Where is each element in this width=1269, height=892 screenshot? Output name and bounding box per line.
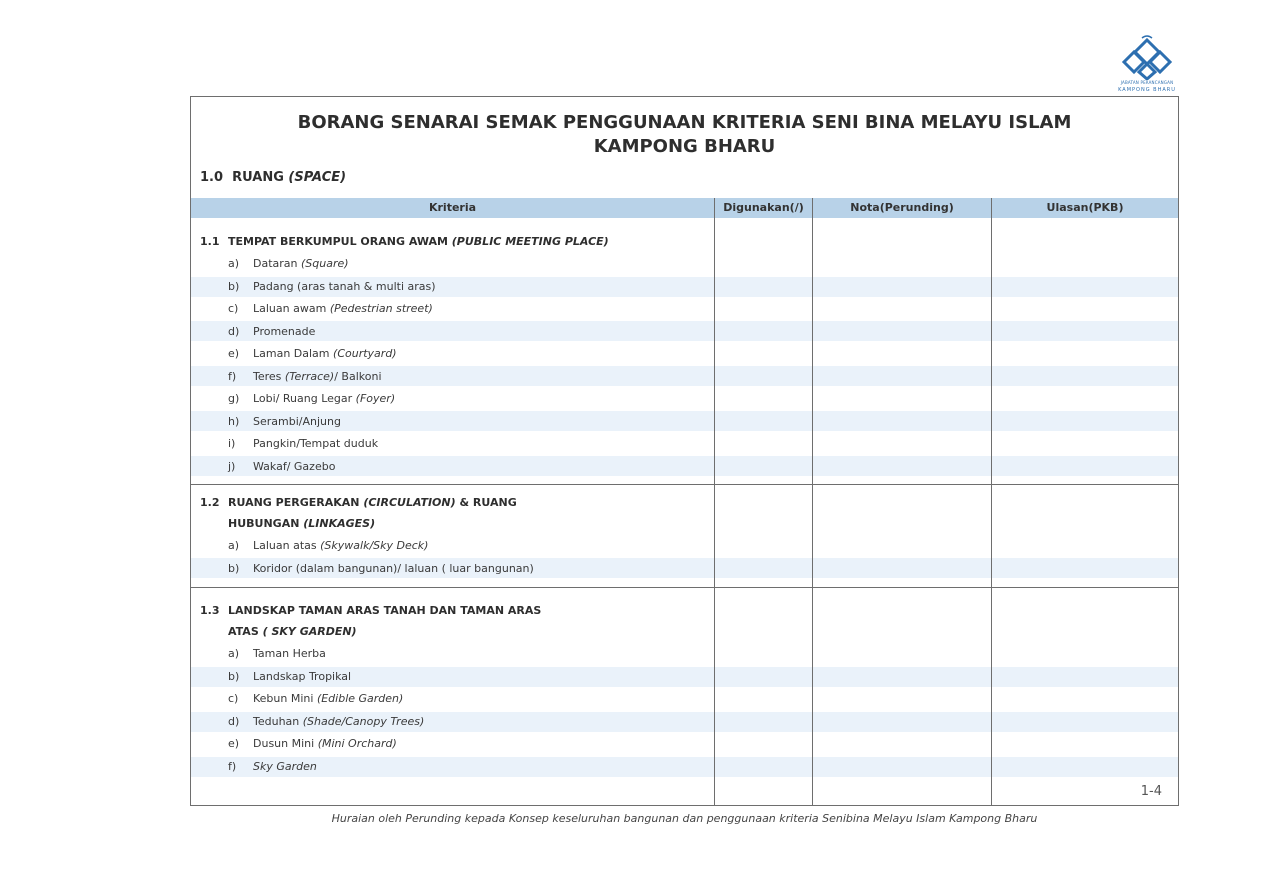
column-divider xyxy=(812,198,813,806)
item-label: Koridor (dalam bangunan)/ laluan ( luar bangunan) xyxy=(253,562,534,575)
item-label: Serambi/Anjung xyxy=(253,415,341,428)
group-title-line2: ATAS xyxy=(228,625,259,638)
item-label: Dataran xyxy=(253,257,298,270)
group-title-en: (CIRCULATION) xyxy=(363,496,456,509)
item-letter: a) xyxy=(228,539,240,552)
group-divider xyxy=(191,587,1178,588)
group-title: RUANG PERGERAKAN xyxy=(228,496,360,509)
form-title-line1: BORANG SENARAI SEMAK PENGGUNAAN KRITERIA SENI BINA MELAYU ISLAM xyxy=(297,112,1072,133)
section-number: 1.0 xyxy=(200,170,224,185)
item-label-en: (Foyer) xyxy=(355,392,396,405)
item-letter: b) xyxy=(228,670,240,683)
item-label-en: (Courtyard) xyxy=(333,347,397,360)
form-title xyxy=(191,111,1178,159)
group-number: 1.1 xyxy=(200,235,220,248)
item-label: Promenade xyxy=(253,325,316,338)
group-number: 1.3 xyxy=(200,604,220,617)
row-band xyxy=(191,456,1178,476)
group-title-suffix: & RUANG xyxy=(459,496,517,509)
logo-caption-agency: JABATAN PERANCANGAN xyxy=(1120,80,1174,85)
column-header-notes: Nota(Perunding) xyxy=(850,201,954,214)
item-label: Landskap Tropikal xyxy=(253,670,352,683)
item-label: Dusun Mini xyxy=(253,737,315,750)
item-letter: g) xyxy=(228,392,240,405)
section-name: RUANG xyxy=(232,170,284,185)
section-heading xyxy=(200,170,346,185)
column-divider xyxy=(714,198,715,806)
page-number: 1-4 xyxy=(1140,784,1162,799)
item-label: Padang (aras tanah & multi aras) xyxy=(253,280,436,293)
item-letter: f) xyxy=(228,760,237,773)
item-letter: j) xyxy=(228,460,236,473)
column-header-review: Ulasan(PKB) xyxy=(1046,201,1124,214)
logo-emblem-icon xyxy=(1112,34,1182,80)
item-letter: f) xyxy=(228,370,237,383)
item-letter: e) xyxy=(228,347,240,360)
form-title-line2: KAMPONG BHARU xyxy=(593,136,776,157)
item-letter: e) xyxy=(228,737,240,750)
item-label: Laluan awam xyxy=(253,302,327,315)
item-label: Teres xyxy=(253,370,282,383)
item-label-en: (Shade/Canopy Trees) xyxy=(302,715,425,728)
table-header xyxy=(191,198,1178,218)
item-label-en: (Mini Orchard) xyxy=(317,737,397,750)
item-label: Laluan atas xyxy=(253,539,317,552)
column-divider xyxy=(991,198,992,806)
item-label: Taman Herba xyxy=(253,647,326,660)
kampong-bharu-logo xyxy=(1112,34,1182,96)
item-label-en: (Pedestrian street) xyxy=(329,302,433,315)
checklist-form xyxy=(190,96,1179,806)
group-title-en: (PUBLIC MEETING PLACE) xyxy=(451,235,609,248)
footer-note: Huraian oleh Perunding kepada Konsep keseluruhan bangunan dan penggunaan kriteria Senibina Melayu Islam Kampong Bharu xyxy=(331,812,1038,825)
item-label-en: Sky Garden xyxy=(253,760,317,773)
logo-caption-place: KAMPONG BHARU xyxy=(1118,87,1176,93)
item-letter: b) xyxy=(228,280,240,293)
item-letter: i) xyxy=(228,437,236,450)
column-header-used: Digunakan(/) xyxy=(723,201,804,214)
item-label: Teduhan xyxy=(253,715,300,728)
item-label-en: (Terrace) xyxy=(284,370,335,383)
group-title: LANDSKAP TAMAN ARAS TANAH DAN TAMAN ARAS xyxy=(228,604,542,617)
row-band xyxy=(191,757,1178,777)
item-letter: a) xyxy=(228,647,240,660)
section-name-en: (SPACE) xyxy=(288,170,347,185)
item-label-en: (Edible Garden) xyxy=(316,692,404,705)
item-letter: d) xyxy=(228,715,240,728)
item-letter: a) xyxy=(228,257,240,270)
item-letter: h) xyxy=(228,415,240,428)
row-band xyxy=(191,321,1178,341)
item-label: Wakaf/ Gazebo xyxy=(253,460,336,473)
group-divider xyxy=(191,484,1178,485)
item-letter: c) xyxy=(228,302,239,315)
group-number: 1.2 xyxy=(200,496,220,509)
item-label-en: (Square) xyxy=(301,257,349,270)
group-title-line2-en: (LINKAGES) xyxy=(303,517,376,530)
item-label: Laman Dalam xyxy=(253,347,330,360)
column-header-criteria: Kriteria xyxy=(428,201,477,214)
item-letter: c) xyxy=(228,692,239,705)
item-label: Lobi/ Ruang Legar xyxy=(253,392,353,405)
item-letter: b) xyxy=(228,562,240,575)
item-label-en: (Skywalk/Sky Deck) xyxy=(320,539,429,552)
item-letter: d) xyxy=(228,325,240,338)
group-title-line2: HUBUNGAN xyxy=(228,517,300,530)
item-label: Kebun Mini xyxy=(253,692,314,705)
group-title-line2-en: ( SKY GARDEN) xyxy=(262,625,357,638)
group-title: TEMPAT BERKUMPUL ORANG AWAM xyxy=(228,235,448,248)
item-label: Pangkin/Tempat duduk xyxy=(253,437,379,450)
item-label-suffix: / Balkoni xyxy=(334,370,382,383)
